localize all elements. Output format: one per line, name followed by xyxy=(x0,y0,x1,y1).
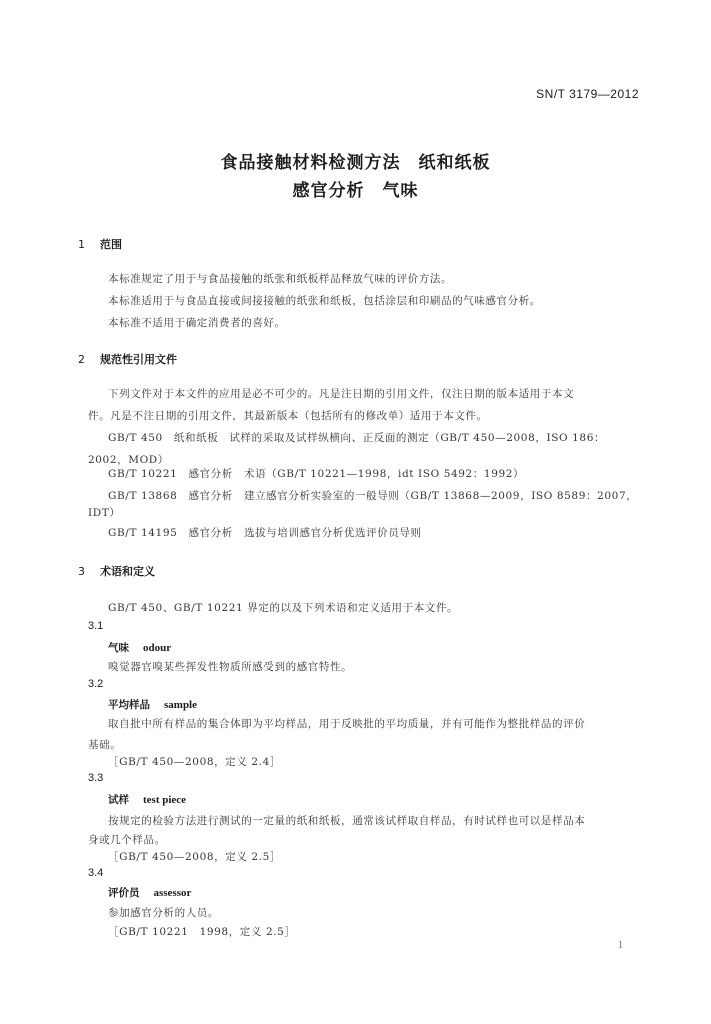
term-source: ［GB/T 450—2008，定义 2.5］ xyxy=(108,851,281,863)
normative-reference: IDT） xyxy=(88,507,121,519)
term-source: ［GB/T 450—2008，定义 2.4］ xyxy=(108,756,281,768)
section-number: 1 xyxy=(78,238,85,251)
term-english: sample xyxy=(164,699,197,711)
section-1-para: 本标准适用于与食品直接或间接接触的纸张和纸板，包括涂层和印刷品的气味感官分析。 xyxy=(108,295,541,307)
section-title: 范围 xyxy=(100,238,122,251)
section-2-heading xyxy=(78,351,177,367)
term-heading xyxy=(108,792,186,807)
section-2-intro: 件。凡是不注日期的引用文件，其最新版本（包括所有的修改单）适用于本文件。 xyxy=(88,410,488,422)
document-title-line2: 感官分析 气味 xyxy=(292,181,419,201)
term-number: 3.1 xyxy=(88,620,104,632)
term-heading xyxy=(108,640,171,655)
term-chinese: 平均样品 xyxy=(108,699,150,711)
normative-reference: GB/T 14195 感官分析 选拔与培训感官分析优选评价员导则 xyxy=(108,527,422,539)
term-english: test piece xyxy=(143,794,187,806)
term-definition: 取自批中所有样品的集合体即为平均样品，用于反映批的平均质量，并有可能作为整批样品的评价 xyxy=(108,718,586,730)
normative-reference: GB/T 10221 感官分析 术语（GB/T 10221—1998，idt ISO 5492：1992） xyxy=(108,468,525,480)
page-number: 1 xyxy=(618,940,623,951)
section-1-para: 本标准规定了用于与食品接触的纸张和纸板样品释放气味的评价方法。 xyxy=(108,273,453,285)
term-english: odour xyxy=(143,642,172,654)
term-definition: 参加感官分析的人员。 xyxy=(108,907,219,919)
term-definition: 身或几个样品。 xyxy=(88,834,166,846)
section-title: 术语和定义 xyxy=(100,565,155,578)
standard-number: SN/T 3179—2012 xyxy=(536,87,639,101)
term-definition: 嗅觉器官嗅某些挥发性物质所感受到的感官特性。 xyxy=(108,661,353,673)
term-number: 3.3 xyxy=(88,772,104,784)
term-definition: 基础。 xyxy=(88,739,122,751)
term-english: assessor xyxy=(153,887,192,899)
term-chinese: 气味 xyxy=(108,642,129,654)
section-2-intro: 下列文件对于本文件的应用是必不可少的。凡是注日期的引用文件，仅注日期的版本适用于本文 xyxy=(108,388,575,400)
term-heading xyxy=(108,697,197,712)
section-number: 2 xyxy=(78,353,85,366)
section-3-heading xyxy=(78,563,155,579)
document-title-line1: 食品接触材料检测方法 纸和纸板 xyxy=(220,153,491,173)
term-number: 3.4 xyxy=(88,867,104,879)
term-definition: 按规定的检验方法进行测试的一定量的纸和纸板，通常该试样取自样品，有时试样也可以是样品本 xyxy=(108,815,586,827)
section-1-para: 本标准不适用于确定消费者的喜好。 xyxy=(108,317,286,329)
section-1-heading xyxy=(78,236,122,252)
section-3-intro: GB/T 450、GB/T 10221 界定的以及下列术语和定义适用于本文件。 xyxy=(108,602,459,614)
normative-reference: GB/T 13868 感官分析 建立感官分析实验室的一般导则（GB/T 13868—2009，ISO 8589：2007， xyxy=(108,490,638,502)
normative-reference: GB/T 450 纸和纸板 试样的采取及试样纵横向、正反面的测定（GB/T 450—2008，ISO 186： xyxy=(108,432,606,444)
term-number: 3.2 xyxy=(88,678,104,690)
section-title: 规范性引用文件 xyxy=(100,353,177,366)
term-chinese: 评价员 xyxy=(108,887,140,899)
section-number: 3 xyxy=(78,565,85,578)
term-source: ［GB/T 10221 1998，定义 2.5］ xyxy=(108,926,296,938)
normative-reference: 2002，MOD） xyxy=(88,454,169,466)
term-chinese: 试样 xyxy=(108,794,129,806)
term-heading xyxy=(108,885,191,900)
